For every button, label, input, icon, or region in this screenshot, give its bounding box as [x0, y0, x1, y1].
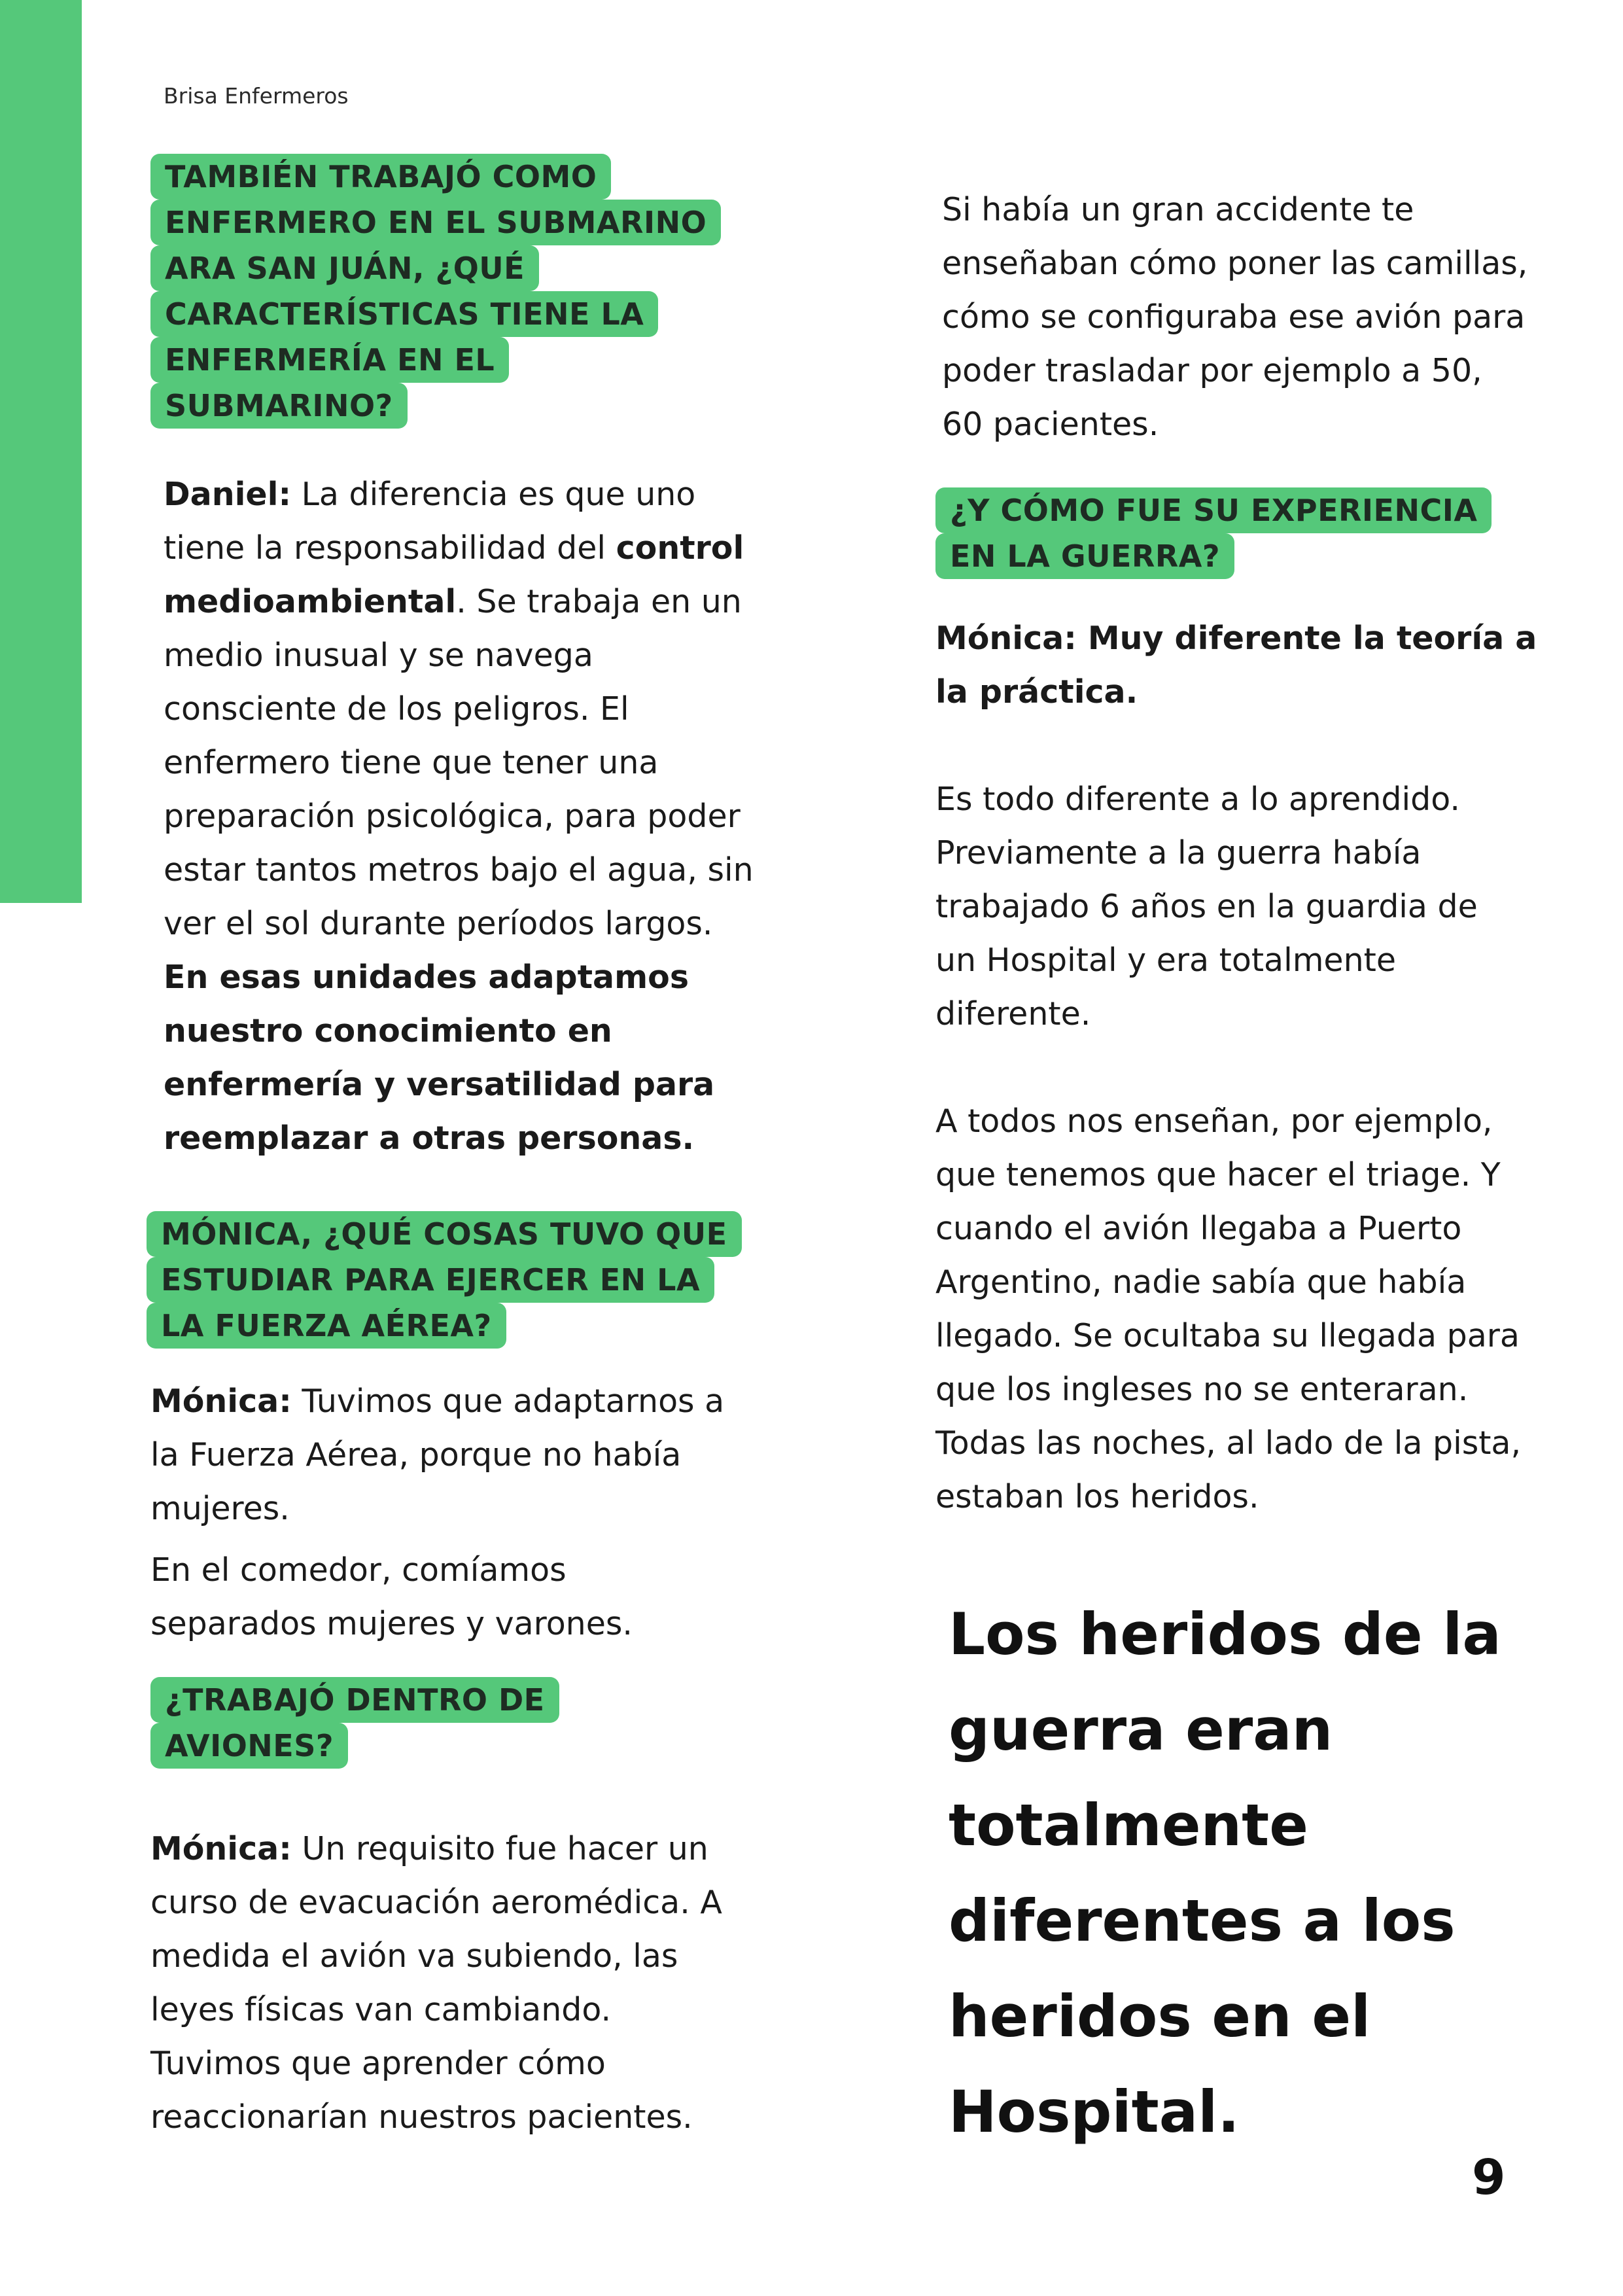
answer-monica-2: Mónica: Un requisito fue hacer un curso de evacuación aeromédica. A medida el avión va subiendo, las leyes físicas van cambiando. Tuvimos que aprender cómo reaccionarían nuestros pacientes.: [150, 1830, 722, 2136]
question-fuerza-aerea: [147, 1211, 805, 1349]
question-guerra: [935, 487, 1537, 579]
question-line: LA FUERZA AÉREA?: [147, 1303, 506, 1349]
question-line: ¿Y CÓMO FUE SU EXPERIENCIA: [935, 487, 1492, 533]
pull-quote: Los heridos de la guerra eran totalmente diferentes a los heridos en el Hospital.: [949, 1600, 1501, 2146]
left-column: [150, 154, 805, 2144]
page-number: 9: [1472, 2149, 1506, 2206]
paragraph-evacuacion: Si había un gran accidente te enseñaban cómo poner las camillas, cómo se configuraba ese avión para poder trasladar por ejemplo a 50, 60 pacientes.: [942, 191, 1528, 443]
question-line: SUBMARINO?: [150, 383, 408, 429]
publication-title: Brisa Enfermeros: [164, 83, 349, 109]
question-line: TAMBIÉN TRABAJÓ COMO: [150, 154, 611, 200]
question-submarine: [150, 154, 805, 429]
right-column: [935, 183, 1537, 1524]
answer-monica-1b: En el comedor, comíamos separados mujeres y varones.: [150, 1551, 633, 1642]
question-line: ESTUDIAR PARA EJERCER EN LA: [147, 1257, 714, 1303]
question-aviones: [150, 1677, 805, 1769]
speaker-label: Daniel:: [164, 476, 292, 513]
answer-monica-3-p2: A todos nos enseñan, por ejemplo, que tenemos que hacer el triage. Y cuando el avión llegaba a Puerto Argentino, nadie sabía que había llegado. Se ocultaba su llegada para que los ingleses no se enteraran. Todas las noches, al lado de la pista, estaban los heridos.: [935, 1103, 1522, 1515]
question-line: MÓNICA, ¿QUÉ COSAS TUVO QUE: [147, 1211, 742, 1257]
question-line: CARACTERÍSTICAS TIENE LA: [150, 291, 658, 337]
answer-daniel: Daniel: La diferencia es que uno tiene la responsabilidad del control medioambiental. Se trabaja en un medio inusual y se navega consciente de los peligros. El enfermero tiene que tener una preparación psicológica, para poder estar tantos metros bajo el agua, sin ver el sol durante períodos largos. En esas unidades adaptamos nuestro conocimiento en enfermería y versatilidad para reemplazar a otras personas.: [164, 476, 754, 1157]
side-accent-bar: [0, 0, 82, 903]
answer-monica-3-p1: Es todo diferente a lo aprendido. Previamente a la guerra había trabajado 6 años en la guardia de un Hospital y era totalmente diferente.: [935, 781, 1478, 1033]
question-line: AVIONES?: [150, 1723, 348, 1769]
answer-highlight: En esas unidades adaptamos nuestro conocimiento en enfermería y versatilidad para reemplazar a otras personas.: [164, 959, 715, 1157]
answer-monica-1: Mónica: Tuvimos que adaptarnos a la Fuerza Aérea, porque no había mujeres.: [150, 1383, 725, 1527]
question-line: ENFERMERO EN EL SUBMARINO: [150, 200, 721, 245]
question-line: ARA SAN JUÁN, ¿QUÉ: [150, 245, 539, 291]
question-line: ¿TRABAJÓ DENTRO DE: [150, 1677, 559, 1723]
speaker-label: Mónica:: [150, 1830, 292, 1867]
answer-monica-3-lead: Mónica: Muy diferente la teoría a la práctica.: [935, 620, 1537, 711]
question-line: EN LA GUERRA?: [935, 533, 1234, 579]
question-line: ENFERMERÍA EN EL: [150, 337, 509, 383]
speaker-label: Mónica:: [150, 1383, 292, 1420]
speaker-label: Mónica:: [935, 620, 1077, 657]
